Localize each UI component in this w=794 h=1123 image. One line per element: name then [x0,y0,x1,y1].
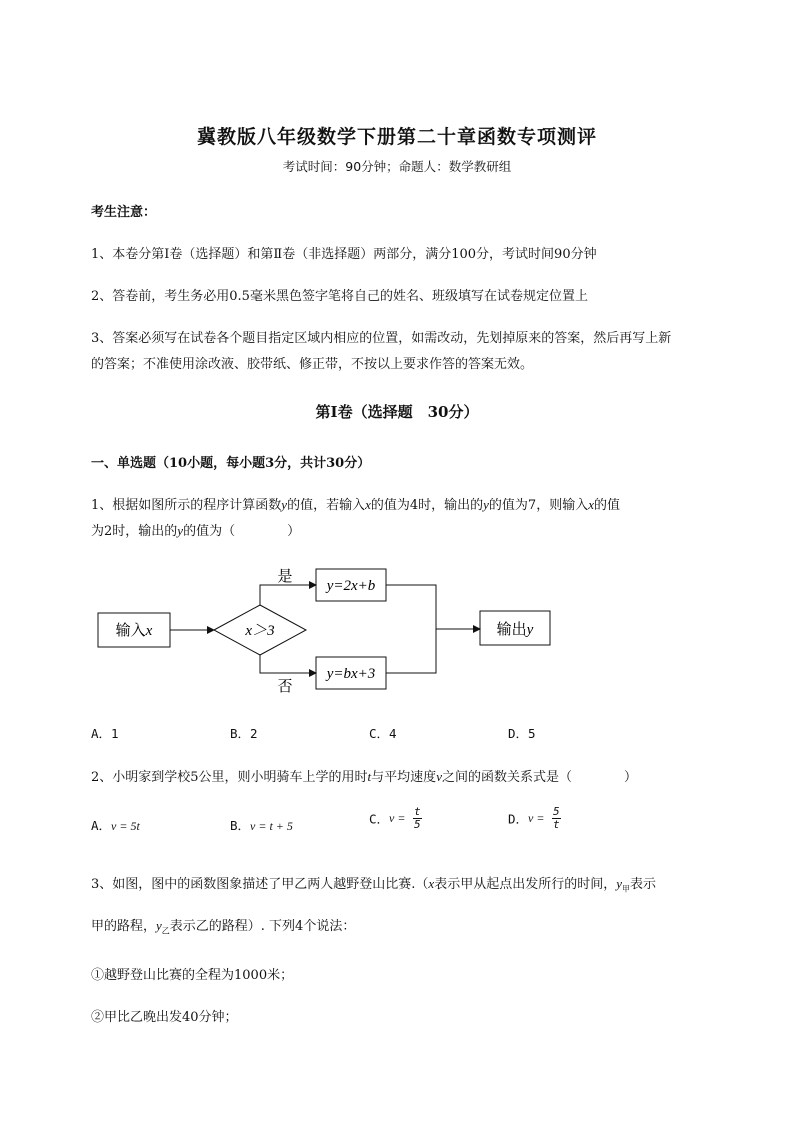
yes-formula: y=2x+b [326,578,376,594]
q2-text: 2、小明家到学校5公里，则小明骑车上学的用时t与平均速度v之间的函数关系式是（ ） [91,769,637,785]
q2-option-d-fraction: $\frac{5}{t}$ [553,805,560,831]
notice-item-3: 3、答案必须写在试卷各个题目指定区域内相应的位置，如需改动，先划掉原来的答案，然后再写上新 [91,331,672,346]
q3-statement-1: ①越野登山比赛的全程为1000米； [91,968,294,983]
q1-flowchart [0,555,794,705]
no-formula: y=bx+3 [326,666,376,682]
q1-option-a[interactable]: A．1 [91,726,119,741]
q1-option-b[interactable]: B．2 [230,726,258,741]
q2-option-c-fraction: $\frac{t}{5}$ [414,805,421,831]
q2-option-d[interactable]: D．v = $\frac{5}{t}$ [508,805,560,831]
q1-text-line2: 为2时，输出的y的值为（ ） [91,523,301,539]
q1-text-line1: 1、根据如图所示的程序计算函数y的值，若输入x的值为4时，输出的y的值为7，则输入x的值 [91,497,620,513]
page-title: 冀教版八年级数学下册第二十章函数专项测评 [196,126,597,148]
section-title: 第I卷（选择题 30分） [315,403,479,421]
exam-info: 考试时间：90分钟；命题人：数学教研组 [282,159,512,174]
q3-statement-2: ②甲比乙晚出发40分钟； [91,1010,238,1025]
q2-option-c[interactable]: C．v = $\frac{t}{5}$ [369,805,421,831]
q2-option-a[interactable]: A．v = 5t [91,818,140,833]
yes-label: 是 [277,569,293,585]
q2-option-b[interactable]: B．v = t + 5 [230,818,293,833]
q3-text-line2: 甲的路程，$y_乙$表示乙的路程）. 下列4个说法： [91,918,356,936]
input-box-label: 输入x [115,623,153,639]
no-label: 否 [277,679,293,695]
yes-branch-line [260,585,316,605]
part-heading: 一、单选题（10小题，每小题3分，共计30分） [91,456,371,471]
notice-item-3-cont: 的答案；不准使用涂改液、胶带纸、修正带，不按以上要求作答的答案无效。 [91,357,534,372]
merge-lines [386,585,436,673]
output-box-label: 输出y [496,622,534,638]
condition-label: x＞3 [245,623,275,639]
notice-item-2: 2、答卷前，考生务必用0.5毫米黑色签字笔将自己的姓名、班级填写在试卷规定位置上 [91,289,588,304]
no-branch-line [260,655,316,673]
q3-text-line1: 3、如图，图中的函数图象描述了甲乙两人越野登山比赛.（x表示甲从起点出发所行的时间，$y_甲$表示 [91,876,656,894]
notice-item-1: 1、本卷分第I卷（选择题）和第Ⅱ卷（非选择题）两部分，满分100分，考试时间90分钟 [91,247,597,262]
q1-option-c[interactable]: C．4 [369,726,397,741]
notice-heading: 考生注意： [91,205,157,220]
q1-option-d[interactable]: D．5 [508,726,536,741]
